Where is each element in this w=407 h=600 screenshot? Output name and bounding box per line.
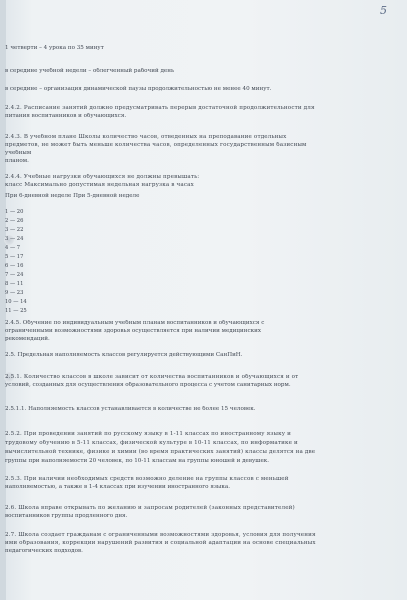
text-line: предметов, не может быть меньше количества часов, определенных государственным базисным: [5, 142, 307, 148]
table-row: 7 — 24: [5, 272, 24, 278]
text-line: ограниченными возможностями здоровья осуществляется при наличии медицинских: [5, 328, 261, 334]
text-line: 2.5.3. При наличии необходимых средств возможно деление на группы классов с меньшей: [5, 476, 289, 482]
table-row: 3 — 24: [5, 236, 24, 242]
text-line: учебным: [5, 150, 32, 156]
text-line: педагогических подходов.: [5, 548, 83, 554]
text-line: 2.5. Предельная наполняемость классов регулируется действующими СанПиН.: [5, 352, 243, 358]
table-row: 2 — 26: [5, 218, 24, 224]
text-line: 2.4.5. Обучение по индивидуальным учебным планам воспитанников и обучающихся с: [5, 320, 265, 326]
table-row: 8 — 11: [5, 281, 24, 287]
text-line: класс Максимально допустимая недельная нагрузка в часах: [5, 182, 194, 188]
text-line: воспитанников группы продленного дня.: [5, 513, 128, 519]
text-line: 2.4.2. Расписание занятий должно предусматривать перерыв достаточной продолжительности для: [5, 105, 315, 111]
text-line: 1 четверти – 4 урока по 35 минут: [5, 45, 104, 51]
table-row: 11 — 25: [5, 308, 27, 314]
text-line: условий, созданных для осуществления образовательного процесса с учетом санитарных норм.: [5, 382, 291, 388]
table-row: 6 — 16: [5, 263, 24, 269]
text-line: 2.5.2. При проведении занятий по русскому языку в 1-11 классах по иностранному языку и: [5, 431, 291, 437]
table-row: 5 — 17: [5, 254, 24, 260]
page-number: 5: [380, 4, 387, 17]
text-line: 2.5.1.1. Наполняемость классов устанавливается в количестве не более 15 человек.: [5, 406, 256, 412]
text-line: планом.: [5, 158, 29, 164]
text-line: ими образования, коррекции нарушений развития и социальной адаптации на основе специальных: [5, 540, 316, 546]
table-row: 10 — 14: [5, 299, 27, 305]
text-line: в середине учебной недели – облегченный рабочий день: [5, 68, 175, 74]
text-line: рекомендаций.: [5, 336, 50, 342]
text-line: 2.4.4. Учебные нагрузки обучающихся не должны превышать:: [5, 174, 200, 180]
table-row: 1 — 20: [5, 209, 24, 215]
text-line: При 6-дневной неделе При 5-дневной неделе: [5, 193, 140, 199]
text-line: вычислительной технике, физике и химии (во время практических занятий) классы делятся на две: [5, 449, 316, 455]
text-line: 2.7. Школа создает гражданам с ограниченными возможностями здоровья, условия для получения: [5, 532, 316, 538]
table-row: 3 — 22: [5, 227, 24, 233]
table-row: 4 — 7: [5, 245, 21, 251]
table-row: 9 — 23: [5, 290, 24, 296]
text-line: 2.5.1. Количество классов в школе зависит от количества воспитанников и обучающихся и от: [5, 374, 299, 380]
text-line: в середине – организация динамической паузы продолжительностью не менее 40 минут.: [5, 86, 272, 92]
text-line: группы при наполняемости 20 человек, по 10-11 классам на группы юношей и девушек.: [5, 458, 270, 464]
text-line: питания воспитанников и обучающихся.: [5, 113, 127, 119]
text-line: трудовому обучению в 5-11 классах, физической культуре в 10-11 классах, по информатике и: [5, 440, 298, 446]
text-line: наполняемостью, а также в 1-4 классах при изучении иностранного языка.: [5, 484, 230, 490]
text-line: 2.6. Школа вправе открывать по желанию и запросам родителей (законных представителей): [5, 505, 295, 511]
text-line: 2.4.3. В учебном плане Школы количество часов, отведенных на преподавание отдельных: [5, 134, 287, 140]
